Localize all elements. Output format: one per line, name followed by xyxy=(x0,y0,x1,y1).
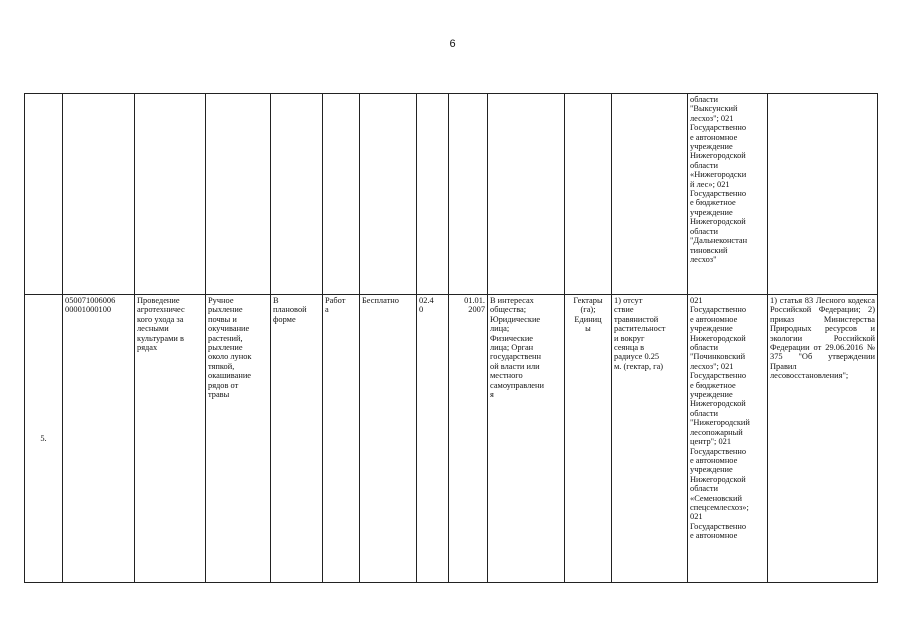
cell-date xyxy=(449,94,488,295)
cell-type xyxy=(323,94,360,295)
cell-code: 050071006006 00001000100 xyxy=(63,295,135,583)
table-row-5 xyxy=(25,295,878,583)
cell-form xyxy=(271,94,323,295)
page-number: 6 xyxy=(449,38,456,50)
cell-content xyxy=(206,94,271,295)
cell-legal-basis: 1) статья 83 Лесного кодекса Российской Федерации; 2) приказ Министерства Природных ресурсов и экологии Российской Федерации от 29.06.2016 № 375 "Об утверждении Правил лесовосстановления"; xyxy=(768,295,878,583)
cell-consumers: В интересах общества; Юридические лица; Физические лица; Орган государственн ой власти или местного самоуправлени я xyxy=(488,295,565,583)
cell-number: 5. xyxy=(25,295,63,583)
cell-form: В плановой форме xyxy=(271,295,323,583)
services-registry-table xyxy=(24,93,878,583)
cell-name xyxy=(135,94,206,295)
cell-indicator xyxy=(612,94,688,295)
cell-code xyxy=(63,94,135,295)
cell-okved xyxy=(417,94,449,295)
cell-legal-basis xyxy=(768,94,878,295)
cell-okved: 02.4 0 xyxy=(417,295,449,583)
cell-name: Проведение агротехничес кого ухода за лесными культурами в рядах xyxy=(135,295,206,583)
cell-indicator: 1) отсут ствие травянистой растительност и вокруг сеянца в радиусе 0.25 м. (гектар, га) xyxy=(612,295,688,583)
cell-consumers xyxy=(488,94,565,295)
cell-number xyxy=(25,94,63,295)
cell-content: Ручное рыхление почвы и окучивание растений, рыхление около лунок тяпкой, окашивание рядов от травы xyxy=(206,295,271,583)
cell-payment xyxy=(360,94,417,295)
cell-date: 01.01. 2007 xyxy=(449,295,488,583)
table-row-continuation xyxy=(25,94,878,295)
cell-providers-continued: области "Выксунский лесхоз"; 021 Государственно е автономное учреждение Нижегородской области «Нижегородски й лес»; 021 Государственно е бюджетное учреждение Нижегородской области "Дальнеконстан тиновский лесхоз" xyxy=(688,94,768,295)
cell-providers: 021 Государственно е автономное учреждение Нижегородской области "Починковский лесхоз"; 021 Государственно е бюджетное учреждение Нижегородской области "Нижегородский лесопожарный центр"; 021 Государственно е автономное учреждение Нижегородской области «Семеновский спецсемлесхоз»; 021 Государственно е автономное xyxy=(688,295,768,583)
cell-unit xyxy=(565,94,612,295)
cell-unit: Гектары (га); Единиц ы xyxy=(565,295,612,583)
cell-type: Работ а xyxy=(323,295,360,583)
cell-payment: Бесплатно xyxy=(360,295,417,583)
